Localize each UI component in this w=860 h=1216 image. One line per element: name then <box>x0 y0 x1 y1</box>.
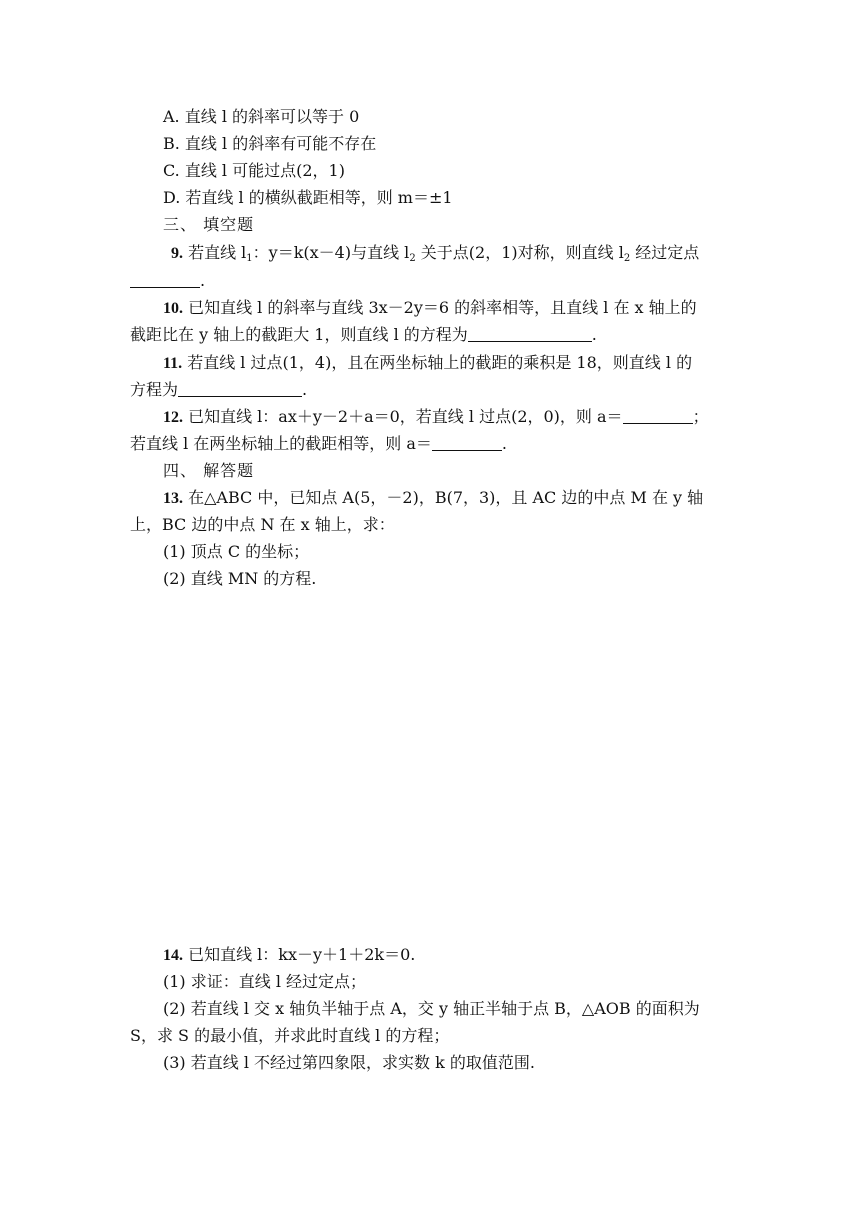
question-number: 14. <box>163 947 183 964</box>
question-number: 9. <box>171 245 183 262</box>
section-heading-answer: 四、 解答题 <box>163 461 255 480</box>
question-9-answer-line <box>130 270 205 292</box>
question-12-line-2 <box>130 433 507 455</box>
question-text: 关于点(2，1)对称，则直线 l <box>415 243 624 262</box>
question-text: 在△ABC 中，已知点 A(5，－2)，B(7，3)，且 AC 边的中点 M 在 y 轴 <box>183 488 704 507</box>
subscript: 2 <box>409 253 416 264</box>
question-text: 若直线 l 过点(1，4)，且在两坐标轴上的截距的乘积是 18，则直线 l 的 <box>182 353 693 372</box>
question-14-part-1: (1) 求证：直线 l 经过定点； <box>163 972 367 991</box>
question-text: 若直线 l <box>183 243 247 262</box>
question-10 <box>163 297 697 320</box>
question-14-part-2: (2) 若直线 l 交 x 轴负半轴于点 A，交 y 轴正半轴于点 B，△AOB 的面积为 <box>163 999 700 1018</box>
question-number: 12. <box>163 409 183 426</box>
question-text: 已知直线 l：kx－y＋1＋2k＝0. <box>183 945 416 964</box>
question-text: . <box>591 325 597 344</box>
answer-blank[interactable] <box>178 380 302 397</box>
question-text: . <box>501 434 508 453</box>
question-13 <box>163 487 703 510</box>
question-text: 截距比在 y 轴上的截距大 1，则直线 l 的方程为 <box>130 325 468 344</box>
question-number: 11. <box>163 355 183 372</box>
question-12 <box>163 406 709 429</box>
question-text: 方程为 <box>130 380 179 399</box>
question-text: ：y＝k(x－4)与直线 l <box>252 243 410 262</box>
answer-blank[interactable] <box>432 434 502 451</box>
question-14 <box>163 944 415 967</box>
question-11-line-2 <box>130 379 307 401</box>
option-a: A. 直线 l 的斜率可以等于 0 <box>163 107 360 126</box>
question-text: 已知直线 l 的斜率与直线 3x－2y＝6 的斜率相等，且直线 l 在 x 轴上的 <box>183 298 697 317</box>
subscript: 1 <box>246 253 253 264</box>
option-b: B. 直线 l 的斜率有可能不存在 <box>163 134 377 153</box>
question-14-part-3: (3) 若直线 l 不经过第四象限，求实数 k 的取值范围. <box>163 1053 535 1072</box>
question-number: 13. <box>163 490 183 507</box>
question-13-part-2: (2) 直线 MN 的方程. <box>163 569 317 588</box>
answer-blank[interactable] <box>468 325 592 342</box>
question-14-part-2-cont: S，求 S 的最小值，并求此时直线 l 的方程； <box>130 1026 450 1045</box>
question-text: 经过定点 <box>630 243 700 262</box>
question-text: . <box>200 271 206 290</box>
answer-blank[interactable] <box>623 407 693 424</box>
question-text: ； <box>692 407 709 426</box>
question-text: 若直线 l 在两坐标轴上的截距相等，则 a＝ <box>130 434 432 453</box>
question-text: 已知直线 l：ax＋y－2＋a＝0，若直线 l 过点(2，0)，则 a＝ <box>183 407 623 426</box>
question-13-part-1: (1) 顶点 C 的坐标； <box>163 542 310 561</box>
option-d: D. 若直线 l 的横纵截距相等，则 m＝±1 <box>163 188 453 207</box>
question-13-line-2: 上，BC 边的中点 N 在 x 轴上，求： <box>130 515 395 534</box>
question-number: 10. <box>163 300 183 317</box>
answer-blank[interactable] <box>130 271 200 288</box>
option-c: C. 直线 l 可能过点(2，1) <box>163 161 345 180</box>
question-10-line-2 <box>130 324 597 346</box>
question-text: . <box>302 380 308 399</box>
question-11 <box>163 352 692 375</box>
question-9 <box>171 242 699 265</box>
section-heading-fill-blank: 三、 填空题 <box>163 215 255 234</box>
subscript: 2 <box>623 253 631 264</box>
